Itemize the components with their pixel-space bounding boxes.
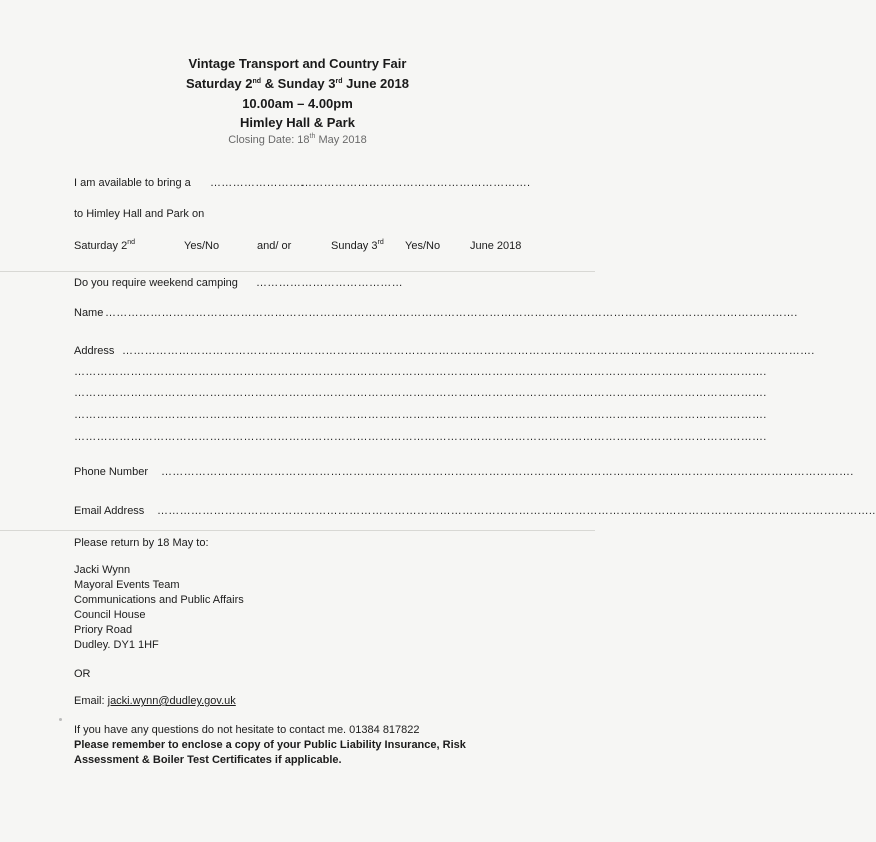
return-line: Mayoral Events Team: [74, 579, 180, 591]
event-time: 10.00am – 4.00pm: [242, 96, 353, 111]
address-field-4[interactable]: ………………………………………………………………………………………………………………………………………………………………….: [74, 409, 767, 421]
address-field-2[interactable]: ………………………………………………………………………………………………………………………………………………………………….: [74, 366, 767, 378]
camping-field[interactable]: …………………………………: [256, 277, 403, 289]
event-dates: Saturday 2nd & Sunday 3rd June 2018: [186, 76, 409, 91]
address-field-1[interactable]: ………………………………………………………………………………………………………………………………………………………………….: [122, 345, 815, 357]
email-field[interactable]: ………………………………………………………………………………………………………………………………………………………………………..: [157, 505, 876, 517]
address-field-5[interactable]: ………………………………………………………………………………………………………………………………………………………………….: [74, 431, 767, 443]
fold-line: [0, 271, 595, 272]
sunday-label: Sunday 3rd: [331, 239, 384, 252]
return-line: Priory Road: [74, 624, 133, 636]
camping-label: Do you require weekend camping: [74, 277, 238, 289]
return-line: Communications and Public Affairs: [74, 594, 244, 606]
saturday-label: Saturday 2nd: [74, 239, 135, 252]
event-venue: Himley Hall & Park: [240, 115, 355, 130]
phone-field[interactable]: ………………………………………………………………………………………………………………………………………………………………….: [161, 466, 854, 478]
return-line: Dudley. DY1 1HF: [74, 639, 159, 651]
and-or-label: and/ or: [257, 240, 292, 252]
reminder-text-2: Assessment & Boiler Test Certificates if applicable.: [74, 754, 342, 766]
reminder-text-1: Please remember to enclose a copy of your Public Liability Insurance, Risk: [74, 739, 466, 751]
return-line: Jacki Wynn: [74, 564, 131, 576]
scan-mark: [59, 718, 62, 721]
bring-field-1[interactable]: …………………….: [210, 177, 304, 189]
name-label: Name: [74, 307, 104, 319]
closing-date: Closing Date: 18th May 2018: [228, 133, 367, 146]
bring-label: I am available to bring a: [74, 177, 191, 189]
phone-label: Phone Number: [74, 466, 148, 478]
sunday-yes-no[interactable]: Yes/No: [405, 240, 441, 252]
email-label: Email Address: [74, 505, 145, 517]
address-field-3[interactable]: ………………………………………………………………………………………………………………………………………………………………….: [74, 387, 767, 399]
email-link[interactable]: jacki.wynn@dudley.gov.uk: [107, 695, 236, 707]
questions-text: If you have any questions do not hesitate to contact me. 01384 817822: [74, 724, 420, 736]
himley-label: to Himley Hall and Park on: [74, 208, 205, 220]
june-label: June 2018: [470, 240, 522, 252]
address-label: Address: [74, 345, 115, 357]
or-label: OR: [74, 668, 91, 680]
name-field[interactable]: ………………………………………………………………………………………………………………………………………………………………….: [105, 307, 798, 319]
return-line: Council House: [74, 609, 146, 621]
event-title: Vintage Transport and Country Fair: [188, 56, 407, 71]
bring-field-2[interactable]: …………………………………………………….: [301, 177, 531, 189]
email-contact: Email: jacki.wynn@dudley.gov.uk: [74, 695, 236, 707]
return-heading: Please return by 18 May to:: [74, 537, 209, 549]
saturday-yes-no[interactable]: Yes/No: [184, 240, 220, 252]
fold-line: [0, 530, 595, 531]
